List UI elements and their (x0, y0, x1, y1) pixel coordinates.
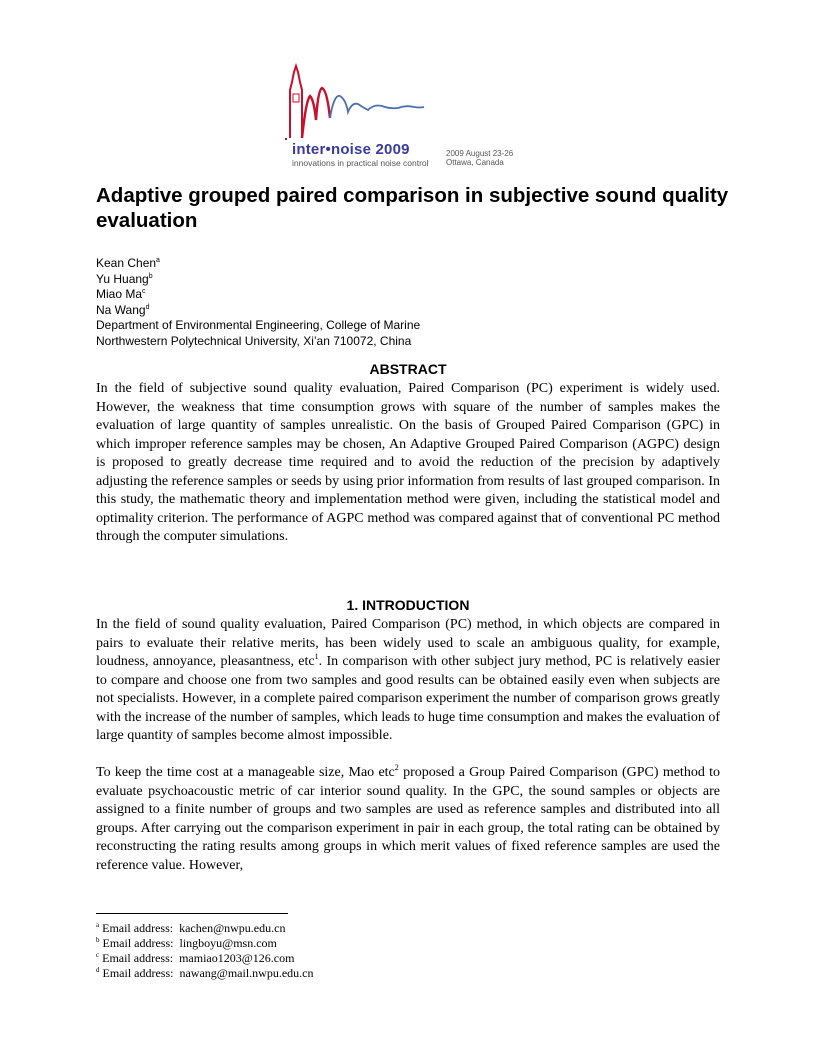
footnote: $^c$ Email address: mamiao1203@126.com (96, 951, 295, 965)
author-block (96, 256, 420, 349)
citation-ref: 2 (394, 763, 399, 772)
affiliation-line: Northwestern Polytechnical University, Xi’an 710072, China (96, 333, 412, 348)
footnote: $^b$ Email address: lingboyu@msn.com (96, 936, 277, 950)
paper-title: Adaptive grouped paired comparison in subjective sound quality evaluation (96, 184, 729, 232)
footnote-divider (96, 913, 288, 914)
author: Yu Huang$^b$ (96, 271, 153, 286)
footnote: $^a$ Email address: kachen@nwpu.edu.cn (96, 921, 286, 935)
introduction-paragraph: In the field of sound quality evaluation, Paired Comparison (PC) method, in which objects are compared in pairs to evaluate their relative merits, has been widely used to scale an ambiguous quality, for example, loudness, annoyance, pleasantness, etc$^1$. In comparison with other subject jury method, PC is relatively easier to compare and choose one from two samples and good results can be obtained easily even when subjects are not specialists. However, in a complete paired comparison experiment the number of comparison grows greatly with the increase of the number of samples, which leads to huge time consumption and makes the evaluation of large quantity of samples become almost impossible. (96, 617, 720, 743)
logo-wave-icon (330, 96, 424, 118)
conference-location: Ottawa, Canada (446, 158, 504, 167)
affiliation-line: Department of Environmental Engineering, College of Marine (96, 318, 421, 332)
introduction-heading: 1. INTRODUCTION (346, 597, 470, 613)
conference-tagline: innovations in practical noise control (292, 158, 429, 168)
author: Kean Chen$^a$ (96, 256, 160, 270)
footnote: $^d$ Email address: nawang@mail.nwpu.edu.cn (96, 966, 314, 980)
abstract-text: In the field of subjective sound quality evaluation, Paired Comparison (PC) experiment is widely used. However, the weakness that time consumption grows with square of the number of samples makes the evaluation of large quantity of samples unrealistic. On the basis of Grouped Paired Comparison (GPC) in which improper reference samples may be chosen, An Adaptive Grouped Paired Comparison (AGPC) design is proposed to greatly decrease time required and to avoid the reduction of the precision by adaptively adjusting the reference samples or seeds by using prior information from results of last grouped comparison. In this study, the mathematic theory and implementation method were given, including the statistical model and optimality criterion. The performance of AGPC method was compared against that of conventional PC method through the computer simulations. (96, 381, 720, 544)
conference-logo (272, 60, 532, 172)
author: Miao Ma$^c$ (96, 287, 146, 301)
author: Na Wang$^d$ (96, 302, 150, 317)
logo-graphic (272, 60, 532, 140)
conference-date: 2009 August 23-26 (446, 149, 514, 158)
footnotes (96, 921, 314, 981)
citation-ref: 1 (314, 652, 319, 661)
abstract-heading: ABSTRACT (369, 361, 447, 377)
conference-name: inter•noise 2009 (292, 141, 410, 158)
introduction-paragraph: To keep the time cost at a manageable size, Mao etc$^2$ proposed a Group Paired Comparison (GPC) method to evaluate psychoacoustic metric of car interior sound quality. In the GPC, the sound samples or objects are assigned to a finite number of groups and two samples are used as reference samples and distributed into all groups. After carrying out the comparison experiment in pair in each group, the total rating can be obtained by reconstructing the rating results among groups in which merit values of fixed reference samples are used the reference value. However, (96, 763, 720, 873)
